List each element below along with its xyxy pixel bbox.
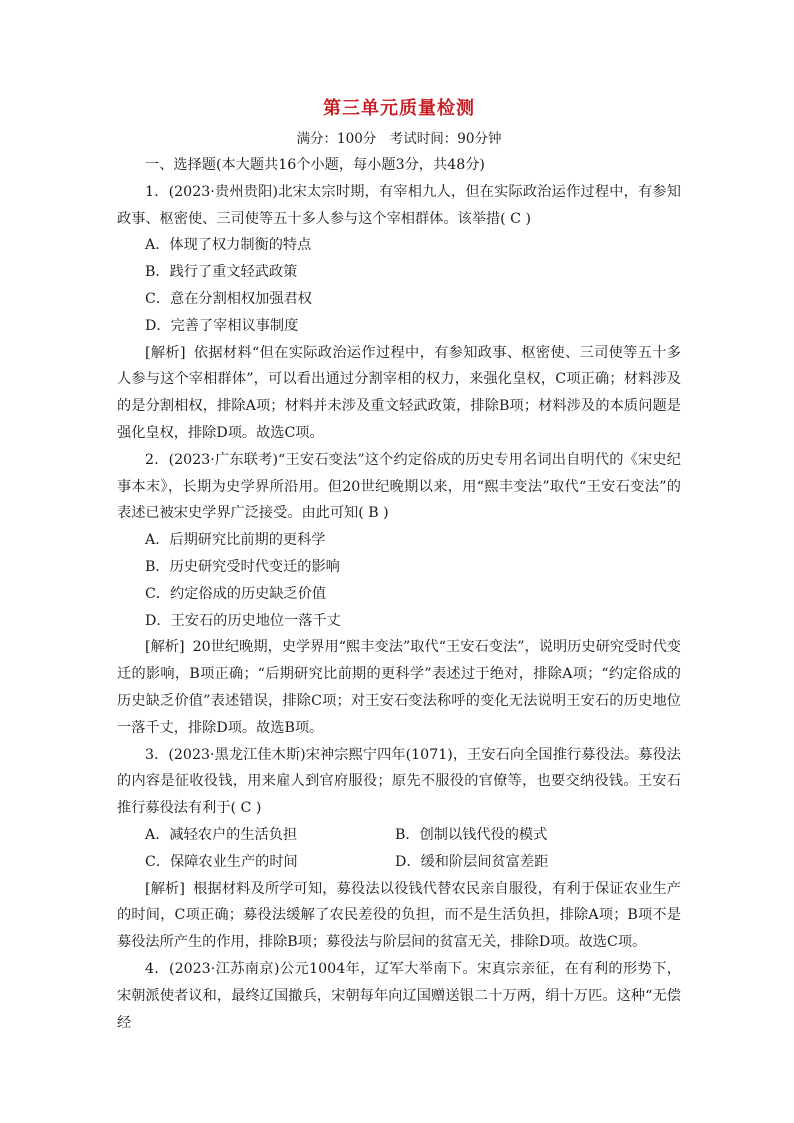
question-3-option-b: B．创制以钱代役的模式 bbox=[395, 826, 548, 843]
question-4-stem: 4．(2023·江苏南京)公元1004年，辽军大举南下。宋真宗亲征，在有利的形势下，宋朝派使者议和，最终辽国撤兵，宋朝每年向辽国赠送银二十万两，绢十万匹。这种“无偿经 bbox=[117, 960, 681, 1031]
question-1-stem: 1．(2023·贵州贵阳)北宋太宗时期，有宰相九人，但在实际政治运作过程中，有参知政事、枢密使、三司使等五十多人参与这个宰相群体。该举措( C ) bbox=[117, 183, 681, 227]
question-1-analysis-text: 依据材料“但在实际政治运作过程中，有参知政事、枢密使、三司使等五十多人参与这个宰相群体”，可以看出通过分割宰相的权力，来强化皇权，C项正确；材料涉及的是分割相权，排除A项；材料并未涉及重文轻武政策，排除B项；材料涉及的本质问题是强化皇权，排除D项。故选C项。 bbox=[117, 344, 681, 441]
question-3-options-row-2 bbox=[117, 849, 681, 876]
question-2-option-d: D．王安石的历史地位一落千丈 bbox=[145, 612, 341, 629]
question-2-analysis-text: 20世纪晚期，史学界用“熙丰变法”取代“王安石变法”，说明历史研究受时代变迁的影响，B项正确；“后期研究比前期的更科学”表述过于绝对，排除A项；“约定俗成的历史缺乏价值”表述错误，排除C项；对王安石变法称呼的变化无法说明王安石的历史地位一落千丈，排除D项。故选B项。 bbox=[117, 639, 681, 736]
question-2-analysis bbox=[117, 634, 681, 741]
question-3-options-row-1 bbox=[117, 822, 681, 849]
question-2-option-b: B．历史研究受时代变迁的影响 bbox=[145, 558, 340, 575]
section-heading: 一、选择题(本大题共16个小题，每小题3分，共48分) bbox=[145, 157, 485, 173]
analysis-label: [解析] bbox=[145, 880, 185, 897]
question-2-stem: 2．(2023·广东联考)“王安石变法”这个约定俗成的历史专用名词出自明代的《宋史纪事本末》，长期为史学界所沿用。但20世纪晚期以来，用“熙丰变法”取代“王安石变法”的表述已被宋史学界广泛接受。由此可知( B ) bbox=[117, 451, 681, 522]
question-1-analysis bbox=[117, 340, 681, 447]
question-1-option-a: A．体现了权力制衡的特点 bbox=[145, 237, 312, 254]
analysis-label: [解析] bbox=[145, 344, 186, 361]
question-1-option-d: D．完善了宰相议事制度 bbox=[145, 317, 299, 334]
document-page bbox=[117, 96, 681, 1036]
question-3-stem: 3．(2023·黑龙江佳木斯)宋神宗熙宁四年(1071)，王安石向全国推行募役法。募役法的内容是征收役钱，用来雇人到官府服役；原先不服役的官僚等，也要交纳役钱。王安石推行募役法有利于( C ) bbox=[117, 746, 681, 817]
question-3-option-c: C．保障农业生产的时间 bbox=[145, 853, 298, 870]
page-title: 第三单元质量检测 bbox=[323, 98, 475, 119]
question-2-option-c: C．约定俗成的历史缺乏价值 bbox=[145, 585, 327, 602]
question-3-option-a: A．减轻农户的生活负担 bbox=[145, 826, 298, 843]
question-3-analysis bbox=[117, 876, 681, 956]
question-1-option-b: B．践行了重文轻武政策 bbox=[145, 264, 298, 281]
analysis-label: [解析] bbox=[145, 639, 185, 656]
question-1-option-c: C．意在分割相权加强君权 bbox=[145, 290, 312, 307]
question-3-analysis-text: 根据材料及所学可知，募役法以役钱代替农民亲自服役，有利于保证农业生产的时间，C项正确；募役法缓解了农民差役的负担，而不是生活负担，排除A项；B项不是募役法所产生的作用，排除B项；募役法与阶层间的贫富无关，排除D项。故选C项。 bbox=[117, 880, 681, 951]
question-3-option-d: D．缓和阶层间贫富差距 bbox=[395, 853, 549, 870]
exam-meta: 满分：100分 考试时间：90分钟 bbox=[296, 131, 502, 147]
question-2-option-a: A．后期研究比前期的更科学 bbox=[145, 532, 326, 549]
